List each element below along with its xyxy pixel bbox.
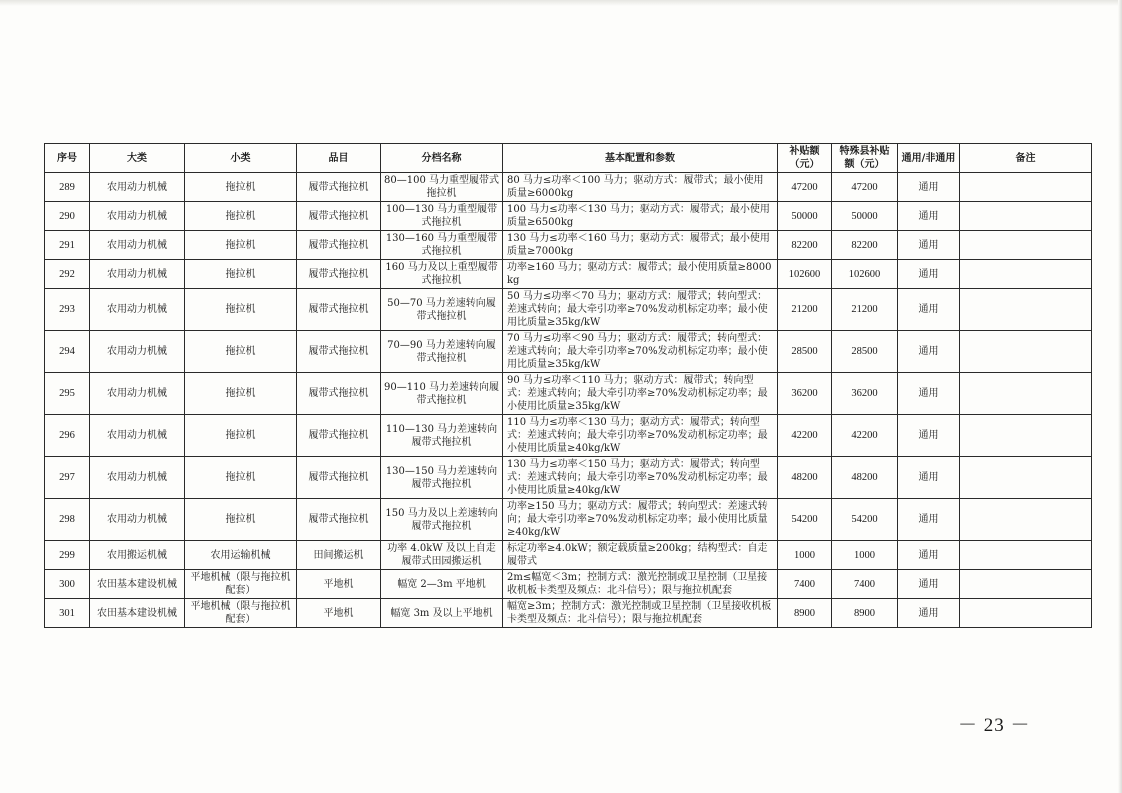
subcategory-cell: 拖拉机 [185, 289, 297, 331]
config-cell: 130 马力≤功率＜150 马力；驱动方式：履带式；转向型式：差速式转向；最大牵引功率≥70%发动机标定功率；最小使用比质量≥40kg/kW [503, 457, 778, 499]
remarks-cell [960, 415, 1092, 457]
subsidy-cell: 82200 [778, 231, 832, 260]
header-remarks: 备注 [960, 144, 1092, 173]
special-subsidy-cell: 7400 [832, 570, 898, 599]
tier-name-cell: 150 马力及以上差速转向履带式拖拉机 [381, 499, 503, 541]
special-subsidy-cell: 28500 [832, 331, 898, 373]
subsidy-cell: 7400 [778, 570, 832, 599]
subsidy-cell: 48200 [778, 457, 832, 499]
table-row [45, 202, 1092, 231]
subsidy-cell: 47200 [778, 173, 832, 202]
subsidy-cell: 28500 [778, 331, 832, 373]
remarks-cell [960, 202, 1092, 231]
table-row [45, 415, 1092, 457]
special-subsidy-cell: 102600 [832, 260, 898, 289]
category-cell: 农用动力机械 [90, 202, 185, 231]
config-cell: 功率≥150 马力；驱动方式：履带式；转向型式：差速式转向；最大牵引功率≥70%发动机标定功率；最小使用比质量≥40kg/kW [503, 499, 778, 541]
subsidy-cell: 1000 [778, 541, 832, 570]
remarks-cell [960, 373, 1092, 415]
config-cell: 100 马力≤功率＜130 马力；驱动方式：履带式；最小使用质量≥6500kg [503, 202, 778, 231]
tier-name-cell: 80—100 马力重型履带式拖拉机 [381, 173, 503, 202]
item-cell: 履带式拖拉机 [297, 260, 381, 289]
special-subsidy-cell: 8900 [832, 599, 898, 628]
remarks-cell [960, 570, 1092, 599]
tier-name-cell: 100—130 马力重型履带式拖拉机 [381, 202, 503, 231]
seq-cell: 294 [45, 331, 90, 373]
seq-cell: 291 [45, 231, 90, 260]
remarks-cell [960, 457, 1092, 499]
page-edge-right [1118, 0, 1122, 793]
general-cell: 通用 [898, 570, 960, 599]
page-edge [0, 0, 1122, 6]
remarks-cell [960, 173, 1092, 202]
category-cell: 农用动力机械 [90, 331, 185, 373]
subsidy-cell: 8900 [778, 599, 832, 628]
table-body [45, 173, 1092, 628]
subsidy-cell: 102600 [778, 260, 832, 289]
special-subsidy-cell: 36200 [832, 373, 898, 415]
tier-name-cell: 幅宽 2—3m 平地机 [381, 570, 503, 599]
header-general: 通用/非通用 [898, 144, 960, 173]
header-tier-name: 分档名称 [381, 144, 503, 173]
subcategory-cell: 拖拉机 [185, 415, 297, 457]
general-cell: 通用 [898, 173, 960, 202]
remarks-cell [960, 289, 1092, 331]
general-cell: 通用 [898, 415, 960, 457]
special-subsidy-cell: 50000 [832, 202, 898, 231]
config-cell: 130 马力≤功率＜160 马力；驱动方式：履带式；最小使用质量≥7000kg [503, 231, 778, 260]
subcategory-cell: 拖拉机 [185, 499, 297, 541]
table-row [45, 541, 1092, 570]
category-cell: 农用动力机械 [90, 457, 185, 499]
item-cell: 履带式拖拉机 [297, 331, 381, 373]
subcategory-cell: 平地机械（限与拖拉机配套） [185, 599, 297, 628]
category-cell: 农用动力机械 [90, 173, 185, 202]
header-special-subsidy: 特殊县补贴额（元） [832, 144, 898, 173]
table-row [45, 373, 1092, 415]
subcategory-cell: 拖拉机 [185, 260, 297, 289]
seq-cell: 297 [45, 457, 90, 499]
remarks-cell [960, 260, 1092, 289]
special-subsidy-cell: 82200 [832, 231, 898, 260]
subcategory-cell: 农用运输机械 [185, 541, 297, 570]
page-number: － 23 － [958, 715, 1031, 736]
subsidy-cell: 36200 [778, 373, 832, 415]
item-cell: 履带式拖拉机 [297, 289, 381, 331]
tier-name-cell: 110—130 马力差速转向履带式拖拉机 [381, 415, 503, 457]
config-cell: 80 马力≤功率＜100 马力；驱动方式：履带式；最小使用质量≥6000kg [503, 173, 778, 202]
subsidy-cell: 21200 [778, 289, 832, 331]
general-cell: 通用 [898, 289, 960, 331]
subcategory-cell: 拖拉机 [185, 173, 297, 202]
tier-name-cell: 50—70 马力差速转向履带式拖拉机 [381, 289, 503, 331]
seq-cell: 300 [45, 570, 90, 599]
subcategory-cell: 拖拉机 [185, 373, 297, 415]
item-cell: 平地机 [297, 599, 381, 628]
item-cell: 田间搬运机 [297, 541, 381, 570]
general-cell: 通用 [898, 499, 960, 541]
subcategory-cell: 拖拉机 [185, 457, 297, 499]
remarks-cell [960, 599, 1092, 628]
general-cell: 通用 [898, 541, 960, 570]
remarks-cell [960, 231, 1092, 260]
special-subsidy-cell: 1000 [832, 541, 898, 570]
category-cell: 农用动力机械 [90, 260, 185, 289]
remarks-cell [960, 331, 1092, 373]
subsidy-cell: 50000 [778, 202, 832, 231]
category-cell: 农用动力机械 [90, 415, 185, 457]
seq-cell: 298 [45, 499, 90, 541]
seq-cell: 292 [45, 260, 90, 289]
item-cell: 履带式拖拉机 [297, 457, 381, 499]
item-cell: 履带式拖拉机 [297, 373, 381, 415]
general-cell: 通用 [898, 331, 960, 373]
table-row [45, 331, 1092, 373]
header-config: 基本配置和参数 [503, 144, 778, 173]
table-row [45, 457, 1092, 499]
table-row [45, 570, 1092, 599]
table-row [45, 499, 1092, 541]
special-subsidy-cell: 54200 [832, 499, 898, 541]
config-cell: 50 马力≤功率＜70 马力；驱动方式：履带式；转向型式：差速式转向；最大牵引功率≥70%发动机标定功率；最小使用比质量≥35kg/kW [503, 289, 778, 331]
header-seq: 序号 [45, 144, 90, 173]
general-cell: 通用 [898, 457, 960, 499]
item-cell: 履带式拖拉机 [297, 415, 381, 457]
config-cell: 标定功率≥4.0kW；额定载质量≥200kg；结构型式：自走履带式 [503, 541, 778, 570]
subsidy-cell: 54200 [778, 499, 832, 541]
seq-cell: 299 [45, 541, 90, 570]
category-cell: 农用搬运机械 [90, 541, 185, 570]
special-subsidy-cell: 42200 [832, 415, 898, 457]
seq-cell: 293 [45, 289, 90, 331]
seq-cell: 301 [45, 599, 90, 628]
subcategory-cell: 拖拉机 [185, 202, 297, 231]
tier-name-cell: 130—150 马力差速转向履带式拖拉机 [381, 457, 503, 499]
header-subcategory: 小类 [185, 144, 297, 173]
tier-name-cell: 90—110 马力差速转向履带式拖拉机 [381, 373, 503, 415]
category-cell: 农用动力机械 [90, 499, 185, 541]
config-cell: 110 马力≤功率＜130 马力；驱动方式：履带式；转向型式：差速式转向；最大牵引功率≥70%发动机标定功率；最小使用比质量≥40kg/kW [503, 415, 778, 457]
tier-name-cell: 幅宽 3m 及以上平地机 [381, 599, 503, 628]
special-subsidy-cell: 21200 [832, 289, 898, 331]
item-cell: 履带式拖拉机 [297, 231, 381, 260]
special-subsidy-cell: 47200 [832, 173, 898, 202]
remarks-cell [960, 499, 1092, 541]
header-subsidy: 补贴额（元） [778, 144, 832, 173]
config-cell: 70 马力≤功率＜90 马力；驱动方式：履带式；转向型式：差速式转向；最大牵引功率≥70%发动机标定功率；最小使用比质量≥35kg/kW [503, 331, 778, 373]
item-cell: 履带式拖拉机 [297, 202, 381, 231]
seq-cell: 289 [45, 173, 90, 202]
header-category: 大类 [90, 144, 185, 173]
seq-cell: 295 [45, 373, 90, 415]
tier-name-cell: 70—90 马力差速转向履带式拖拉机 [381, 331, 503, 373]
table-header-row [45, 144, 1092, 173]
general-cell: 通用 [898, 231, 960, 260]
category-cell: 农田基本建设机械 [90, 599, 185, 628]
category-cell: 农用动力机械 [90, 231, 185, 260]
category-cell: 农田基本建设机械 [90, 570, 185, 599]
table-row [45, 289, 1092, 331]
general-cell: 通用 [898, 202, 960, 231]
item-cell: 履带式拖拉机 [297, 173, 381, 202]
table-row [45, 260, 1092, 289]
category-cell: 农用动力机械 [90, 373, 185, 415]
seq-cell: 290 [45, 202, 90, 231]
seq-cell: 296 [45, 415, 90, 457]
config-cell: 幅宽≥3m；控制方式：激光控制或卫星控制（卫星接收机板卡类型及频点：北斗信号）；限与拖拉机配套 [503, 599, 778, 628]
item-cell: 履带式拖拉机 [297, 499, 381, 541]
config-cell: 2m≤幅宽＜3m；控制方式：激光控制或卫星控制（卫星接收机板卡类型及频点：北斗信号）；限与拖拉机配套 [503, 570, 778, 599]
config-cell: 功率≥160 马力；驱动方式：履带式；最小使用质量≥8000kg [503, 260, 778, 289]
subcategory-cell: 平地机械（限与拖拉机配套） [185, 570, 297, 599]
general-cell: 通用 [898, 260, 960, 289]
tier-name-cell: 130—160 马力重型履带式拖拉机 [381, 231, 503, 260]
table-row [45, 231, 1092, 260]
tier-name-cell: 功率 4.0kW 及以上自走履带式田园搬运机 [381, 541, 503, 570]
table-row [45, 599, 1092, 628]
category-cell: 农用动力机械 [90, 289, 185, 331]
subsidy-table [44, 143, 1092, 628]
special-subsidy-cell: 48200 [832, 457, 898, 499]
general-cell: 通用 [898, 373, 960, 415]
subsidy-cell: 42200 [778, 415, 832, 457]
config-cell: 90 马力≤功率＜110 马力；驱动方式：履带式；转向型式：差速式转向；最大牵引功率≥70%发动机标定功率；最小使用比质量≥35kg/kW [503, 373, 778, 415]
general-cell: 通用 [898, 599, 960, 628]
item-cell: 平地机 [297, 570, 381, 599]
table-row [45, 173, 1092, 202]
subcategory-cell: 拖拉机 [185, 231, 297, 260]
tier-name-cell: 160 马力及以上重型履带式拖拉机 [381, 260, 503, 289]
header-item: 品目 [297, 144, 381, 173]
remarks-cell [960, 541, 1092, 570]
subcategory-cell: 拖拉机 [185, 331, 297, 373]
